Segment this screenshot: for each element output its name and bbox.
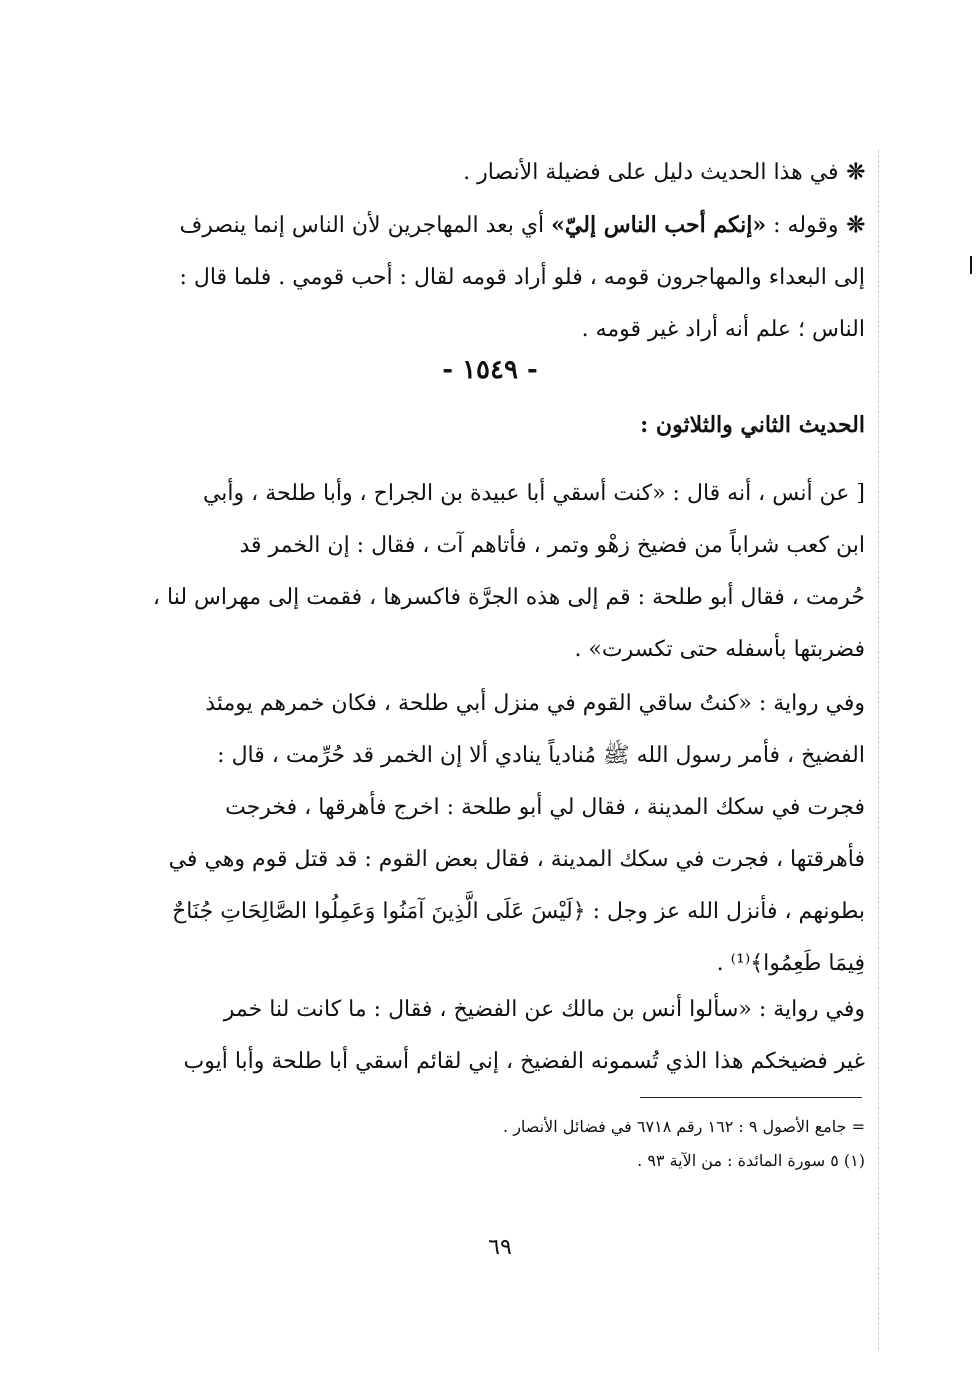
intro-line-4: الناس ؛ علم أنه أراد غير قومه . — [581, 317, 865, 342]
hadith-paragraph-2 — [150, 678, 865, 990]
footnotes — [300, 1110, 865, 1178]
paragraph-line: فضربتها بأسفله حتى تكسرت» . — [574, 637, 865, 662]
hadith-paragraph-1 — [150, 468, 865, 676]
edge-mark — [970, 256, 972, 274]
hadith-paragraph-3 — [150, 984, 865, 1088]
paragraph-line: غير فضيخكم هذا الذي تُسمونه الفضيخ ، إني لقائم أسقي أبا طلحة وأبا أيوب — [183, 1049, 865, 1074]
paragraph-line: بطونهم ، فأنزل الله عز وجل : ﴿لَيْسَ عَلَى الَّذِينَ آمَنُوا وَعَمِلُوا الصَّالِحَاتِ جُنَاحٌ — [172, 899, 865, 924]
margin-rule — [878, 150, 879, 1350]
intro-line-3: إلى البعداء والمهاجرون قومه ، فلو أراد قومه لقال : أحب قومي . فلما قال : — [179, 265, 865, 290]
section-heading: الحديث الثاني والثلاثون : — [640, 412, 865, 438]
footnote-line: = جامع الأصول ٩ : ١٦٢ رقم ٦٧١٨ في فضائل الأنصار . — [503, 1117, 865, 1136]
intro-line-1: ❊في هذا الحديث دليل على فضيلة الأنصار . — [463, 159, 865, 185]
paragraph-line: فجرت في سكك المدينة ، فقال لي أبو طلحة : اخرج فأهرقها ، فخرجت — [225, 795, 865, 820]
intro-commentary — [150, 146, 865, 356]
paragraph-line: حُرمت ، فقال أبو طلحة : قم إلى هذه الجرَّة فاكسرها ، فقمت إلى مهراس لنا ، — [152, 585, 865, 610]
paragraph-line: وفي رواية : «كنتُ ساقي القوم في منزل أبي طلحة ، فكان خمرهم يومئذ — [205, 691, 865, 716]
paragraph-line: ابن كعب شراباً من فضيخ زهْو وتمر ، فأتاهم آت ، فقال : إن الخمر قد — [239, 533, 865, 558]
footnote-separator — [640, 1097, 862, 1098]
paragraph-line: الفضيخ ، فأمر رسول الله ﷺ مُنادياً ينادي ألا إن الخمر قد حُرِّمت ، قال : — [217, 743, 865, 768]
star-bullet-icon: ❊ — [846, 159, 865, 185]
paragraph-line: وفي رواية : «سألوا أنس بن مالك عن الفضيخ ، فقال : ما كانت لنا خمر — [223, 997, 865, 1022]
paragraph-line: فأهرقتها ، فجرت في سكك المدينة ، فقال بعض القوم : قد قتل قوم وهي في — [168, 847, 865, 872]
intro-line-2: ❊وقوله : «إنكم أحب الناس إليّ» أي بعد المهاجرين لأن الناس إنما ينصرف — [179, 212, 865, 238]
paragraph-line: فِيمَا طَعِمُوا﴾⁽¹⁾ . — [716, 951, 865, 976]
paragraph-line: [ عن أنس ، أنه قال : «كنت أسقي أبا عبيدة بن الجراح ، وأبا طلحة ، وأبي — [202, 481, 865, 506]
hadith-number: - ١٥٤٩ - — [442, 355, 538, 385]
page-number: ٦٩ — [488, 1235, 512, 1260]
star-bullet-icon: ❊ — [846, 212, 865, 238]
footnote-line: (١) ٥ سورة المائدة : من الآية ٩٣ . — [637, 1151, 865, 1170]
quoted-hadith-phrase: «إنكم أحب الناس إليّ» — [551, 212, 767, 238]
